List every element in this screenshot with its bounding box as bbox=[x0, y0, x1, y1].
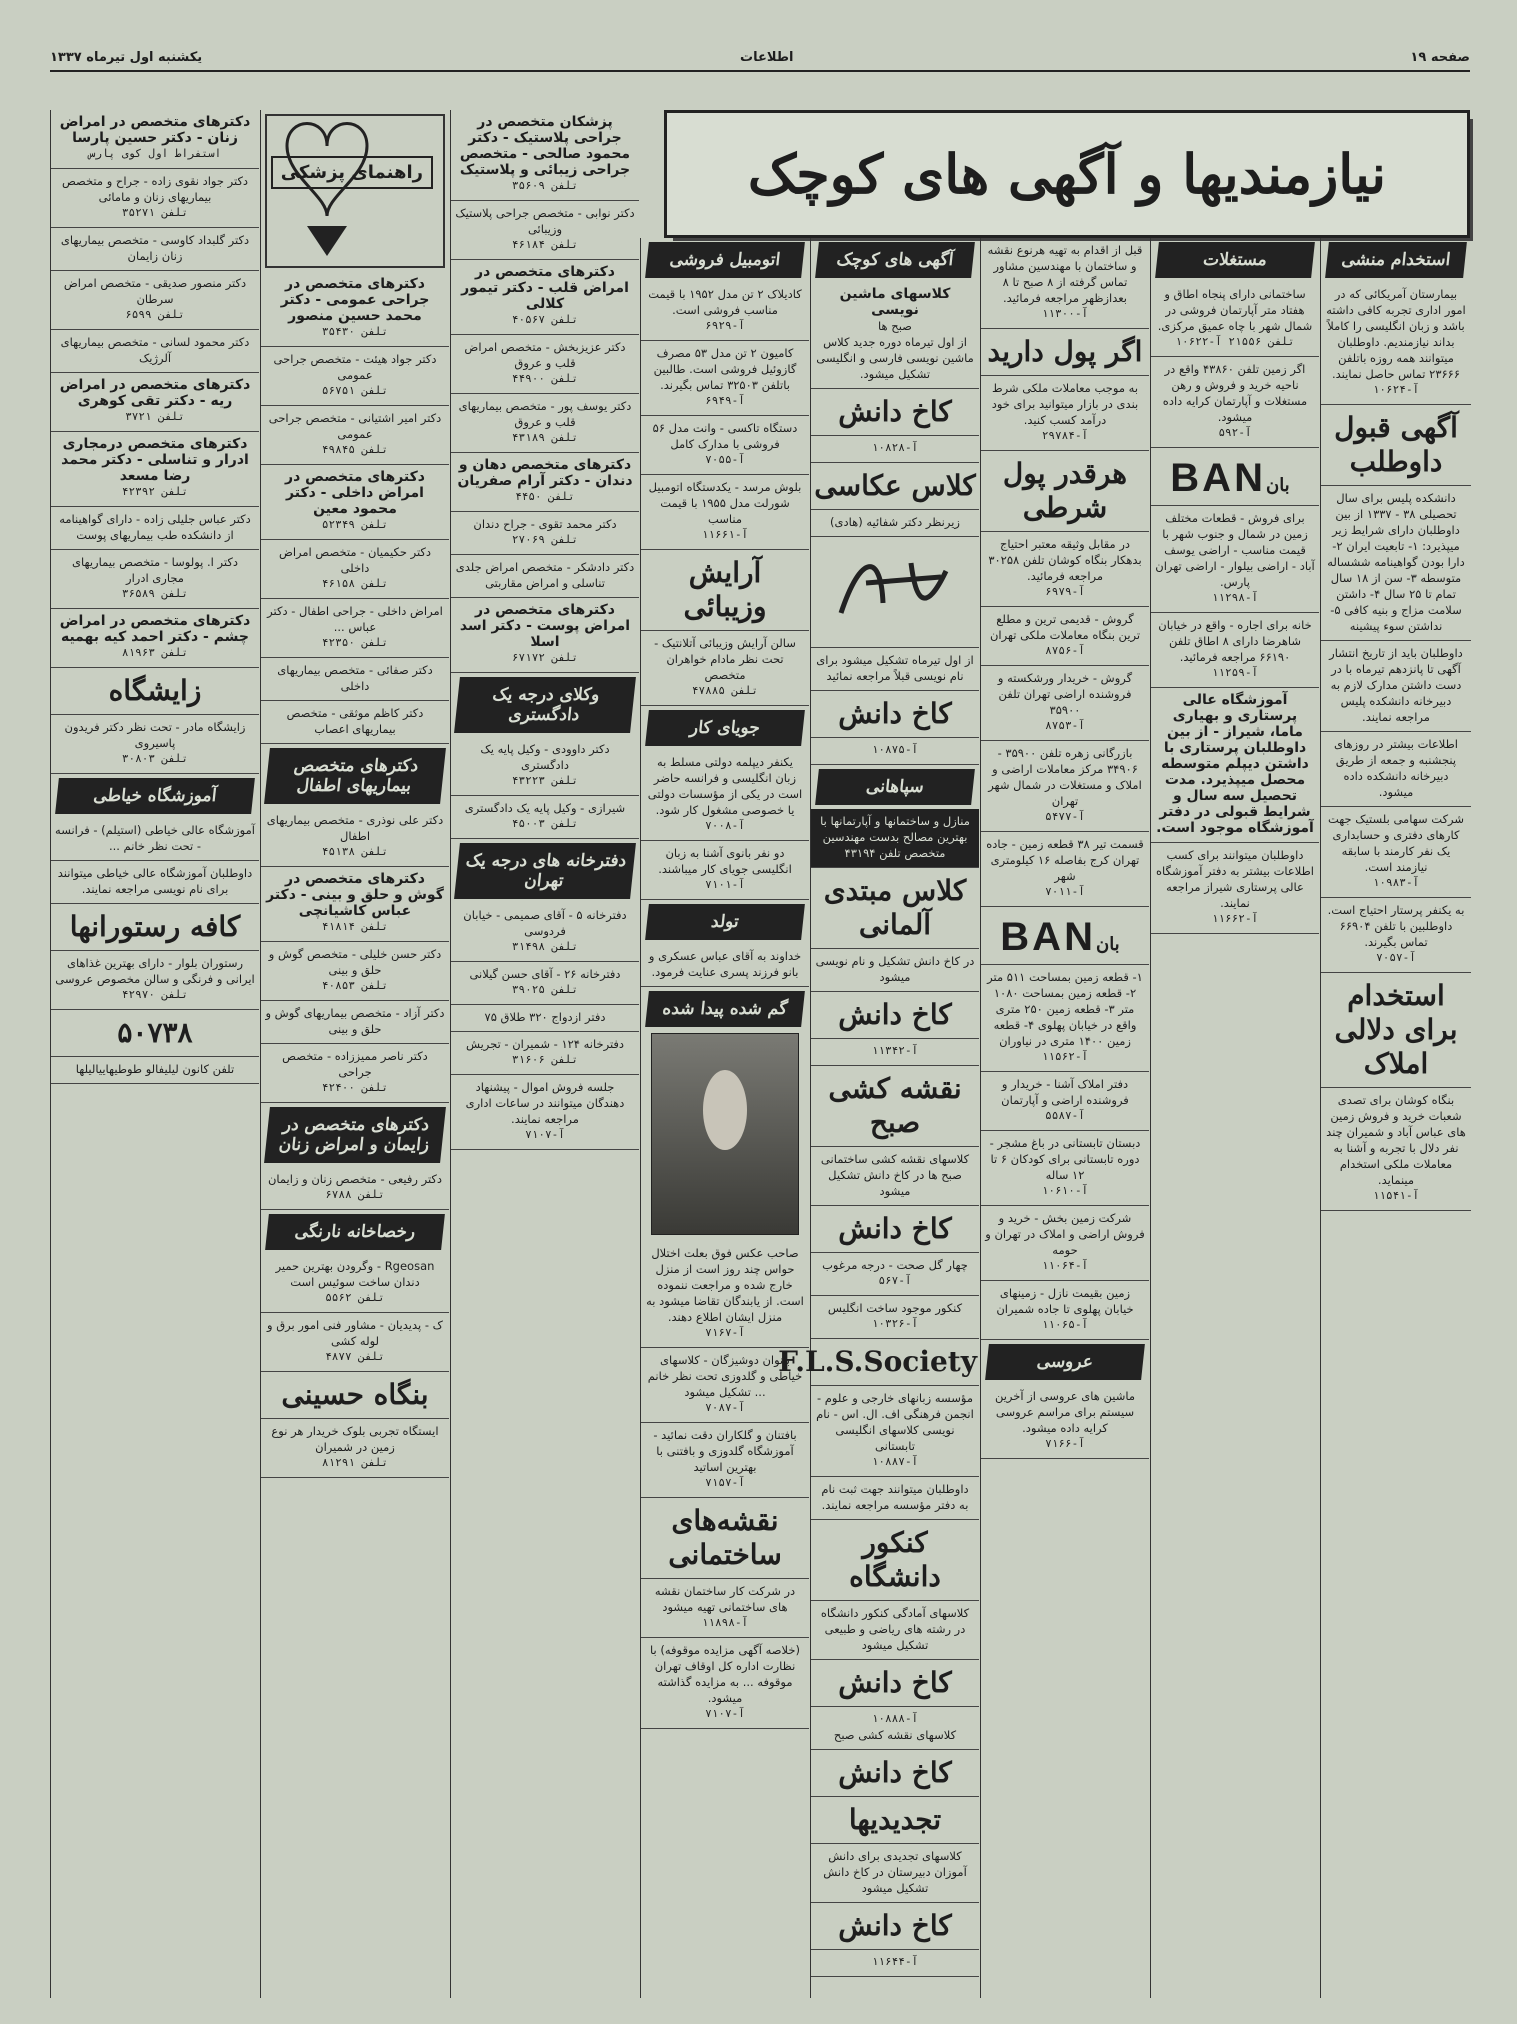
classified-ad: زیرنظر دکتر شفائیه (هادی) bbox=[811, 510, 979, 537]
ad-heading: اگر پول دارید bbox=[981, 329, 1149, 376]
classified-ad: دکتر جواد نقوی زاده - جراح و متخصص بیماریهای زنان و مامائی تلفن ۳۵۲۷۱ bbox=[51, 169, 259, 228]
classified-ad: جلسه فروش اموال - پیشنهاد دهندگان میتوانند در ساعات اداری مراجعه نمایند. آ-۷۱۰۷ bbox=[451, 1075, 639, 1150]
classified-ad: کلاسهای تجدیدی برای دانش آموزان دبیرستان در کاخ دانش تشکیل میشود bbox=[811, 1844, 979, 1903]
classified-ad: دانشکده پلیس برای سال تحصیلی ۳۸ - ۱۳۳۷ از بین داوطلبان دارای شرایط زیر میپذیرد: ۱- تابعیت ایران ۲- دارا بودن گواهینامه ششساله متوسطه ۳- سن از ۱۸ سال تمام تا ۲۵ سال ۴- داشتن سلامت مزاج و بنیه کافی ۵- نداشتن سوء پیشینه bbox=[1321, 486, 1471, 641]
classified-ad: ۱- قطعه زمین بمساحت ۵۱۱ متر ۲- قطعه زمین بمساحت ۱۰۸۰ متر ۳- قطعه زمین ۲۵۰ متری واقع در خیابان پهلوی ۴- قطعه زمین ۱۴۰۰ متری در نیاوران آ-۱۱۵۶۲ bbox=[981, 965, 1149, 1072]
classified-ad: دکترهای متخصص در امراض قلب - دکتر تیمور کلالی تلفن ۴۰۵۶۷ bbox=[451, 260, 639, 335]
classified-ad: در کاخ دانش تشکیل و نام نویسی میشود bbox=[811, 949, 979, 992]
classified-ad: سالن آرایش وزیبائی آتلانتیک - تحت نظر مادام خواهران متخصص تلفن ۴۷۸۸۵ bbox=[641, 631, 809, 706]
classified-ad: ساختمانی دارای پنجاه اطاق و هفتاد متر آپارتمان فروشی در شمال شهر با چاه عمیق مرکزی. تلفن ۲۱۵۵۶ آ-۱۰۶۲۲ bbox=[1151, 282, 1319, 357]
section-header: آموزشگاه خیاطی bbox=[55, 778, 255, 814]
header-date: یکشنبه اول تیرماه ۱۳۳۷ bbox=[50, 50, 203, 65]
classified-ad: کلاسهای آمادگی کنکور دانشگاه در رشته های ریاضی و طبیعی تشکیل میشود bbox=[811, 1601, 979, 1660]
classified-ad: قبل از اقدام به تهیه هرنوع نقشه و ساختمان با مهندسین مشاور تماس گرفته از ۸ صبح تا ۸ بعدازظهر مراجعه فرمائید. آ-۱۱۳۰۰ bbox=[981, 238, 1149, 329]
section-header: اتومبیل فروشی bbox=[645, 242, 805, 278]
ad-heading: نقشه کشی صبح bbox=[811, 1066, 979, 1147]
classified-ad: دکترهای متخصص دهان و دندان - دکتر آرام صفریان تلفن ۴۴۵۰ bbox=[451, 453, 639, 512]
classified-ad: دکتر ا. پولوسا - متخصص بیماریهای مجاری ادرار تلفن ۳۶۵۸۹ bbox=[51, 550, 259, 609]
ad-heading: کاخ دانش bbox=[811, 992, 979, 1039]
ad-heading: کلاس عکاسی bbox=[811, 463, 979, 510]
ad-heading: تجدیدیها bbox=[811, 1797, 979, 1844]
medical-guide-title: راهنمای پزشکی bbox=[271, 156, 433, 189]
ad-heading: کلاس مبتدی آلمانی bbox=[811, 868, 979, 949]
column-1 bbox=[1320, 238, 1471, 1998]
classified-ad: دکتر علی نوذری - متخصص بیماریهای اطفال تلفن ۴۵۱۳۸ bbox=[261, 808, 449, 867]
page-header bbox=[50, 48, 1470, 72]
classified-ad: دکترهای متخصص در امراض چشم - دکتر احمد کیه بهمیه تلفن ۸۱۹۶۳ bbox=[51, 609, 259, 668]
classified-ad: کادیلاک ۲ تن مدل ۱۹۵۲ با قیمت مناسب فروشی است. آ-۶۹۲۹ bbox=[641, 282, 809, 341]
masthead-title: نیازمندیها و آگهی های کوچک bbox=[747, 142, 1387, 206]
classified-ad: پزشکان متخصص در جراحی پلاستیک - دکتر محمود صالحی - متخصص جراحی زیبائی و پلاستیک تلفن ۳۵۶۰۹ bbox=[451, 110, 639, 201]
classified-ad: (خلاصه آگهی مزایده موقوفه) با نظارت اداره کل اوقاف تهران موقوفه ... به مزایده گذاشته میشود. آ-۷۱۰۷ bbox=[641, 1638, 809, 1729]
classified-ad: دفترخانه ۲۶ - آقای حسن گیلانی تلفن ۳۹۰۲۵ bbox=[451, 962, 639, 1005]
classified-ad: شرکت سهامی بلستیک جهت کارهای دفتری و حسابداری یک نفر کارمند با سابقه نیازمند است. آ-۱۰۹۸۳ bbox=[1321, 807, 1471, 898]
classified-ad: کامیون ۲ تن مدل ۵۳ مصرف گازوئیل فروشی است. طالبین باتلفن ۳۲۵۰۳ تماس بگیرند. آ-۶۹۴۹ bbox=[641, 341, 809, 416]
ban-logo: BANبان bbox=[981, 907, 1149, 965]
ad-heading: کافه رستورانها bbox=[51, 904, 259, 951]
newspaper-page bbox=[50, 48, 1470, 1998]
classified-ad: اطلاعات بیشتر در روزهای پنجشنبه و جمعه از طریق دبیرخانه دانشکده داده میشود. bbox=[1321, 732, 1471, 807]
classified-ad: مؤسسه زبانهای خارجی و علوم - انجمن فرهنگی اف. ال. اس - نام نویسی کلاسهای انگلیسی تابستانی آ-۱۰۸۸۷ bbox=[811, 1386, 979, 1477]
ad-heading: کاخ دانش bbox=[811, 1660, 979, 1707]
header-page-number: صفحه ۱۹ bbox=[1410, 50, 1470, 65]
classified-ad: دفتر ازدواج ۳۲۰ طلاق ۷۵ bbox=[451, 1005, 639, 1032]
ad-heading: زایشگاه bbox=[51, 668, 259, 715]
classified-ad: آ-۱۰۸۸۸ کلاسهای نقشه کشی صبح bbox=[811, 1707, 979, 1750]
classified-ad: کنکور موجود ساخت انگلیس آ-۱۰۳۲۶ bbox=[811, 1296, 979, 1339]
classified-ad: رستوران بلوار - دارای بهترین غذاهای ایرانی و فرنگی و سالن مخصوص عروسی تلفن ۴۲۹۷۰ bbox=[51, 951, 259, 1010]
ad-heading: نقشه‌های ساختمانی bbox=[641, 1498, 809, 1579]
classified-ad: دکترهای متخصص در جراحی عمومی - دکتر محمد حسین منصور تلفن ۳۵۴۳۰ bbox=[261, 272, 449, 347]
classified-ad: بیمارستان آمریکائی که در امور اداری تجربه کافی داشته باشد و زبان انگلیسی را کاملاً بداند نیازمندیم. داوطلبان میتوانند همه روزه باتلفن ۲۳۶۶۶ تماس حاصل نمایند. آ-۱۰۶۲۴ bbox=[1321, 282, 1471, 405]
classified-ad: زایشگاه مادر - تحت نظر دکتر فریدون پاسیروی تلفن ۳۰۸۰۳ bbox=[51, 715, 259, 774]
classified-ad: دکتر منصور صدیقی - متخصص امراض سرطان تلفن ۶۵۹۹ bbox=[51, 271, 259, 330]
ad-heading: کاخ دانش bbox=[811, 1750, 979, 1797]
ad-heading: F.L.S.Society bbox=[811, 1339, 979, 1386]
section-header: عروسی bbox=[985, 1344, 1145, 1380]
classified-ad: به یکنفر پرستار احتیاج است. داوطلبین با تلفن ۶۶۹۰۴ تماس بگیرند. آ-۷۰۵۷ bbox=[1321, 898, 1471, 973]
classified-ad: منازل و ساختمانها و آپارتمانها با بهترین مصالح بدست مهندسین متخصص تلفن ۴۳۱۹۴ bbox=[811, 809, 979, 868]
classified-ad: دکتر محمود لسانی - متخصص بیماریهای آلرژیک bbox=[51, 330, 259, 373]
ad-heading: کاخ دانش bbox=[811, 1206, 979, 1253]
hadi-signature bbox=[811, 537, 979, 648]
ad-heading: بنگاه حسینی bbox=[261, 1372, 449, 1419]
classified-ad: دکتر آزاد - متخصص بیماریهای گوش و حلق و بینی bbox=[261, 1001, 449, 1044]
classified-ad: دکتر داوودی - وکیل پایه یک دادگستری تلفن ۴۳۲۲۳ bbox=[451, 737, 639, 796]
classified-ad: آ-۱۱۳۴۲ bbox=[811, 1039, 979, 1066]
column-5 bbox=[640, 238, 809, 1998]
column-3 bbox=[980, 238, 1149, 1998]
section-header: سپاهانی bbox=[815, 769, 975, 805]
ad-heading: کاخ دانش bbox=[811, 389, 979, 436]
ad-heading: آگهی قبول داوطلب bbox=[1321, 405, 1471, 486]
classified-ad: آ-۱۰۸۷۵ bbox=[811, 738, 979, 765]
section-header: دکترهای متخصص در زایمان و امراض زنان bbox=[264, 1107, 446, 1163]
classified-ad: دکترهای متخصص درمجاری ادرار و تناسلی - دکتر محمد رضا مسعد تلفن ۴۲۳۹۲ bbox=[51, 432, 259, 507]
classified-ad: آموزشگاه عالی خیاطی (استیلم) - فرانسه - تحت نظر خانم ... bbox=[51, 818, 259, 861]
classified-ad: دستگاه تاکسی - وانت مدل ۵۶ فروشی با مدارک کامل آ-۷۰۵۵ bbox=[641, 416, 809, 475]
classified-ad: چهار گل صحت - درجه مرغوب آ-۵۶۷ bbox=[811, 1253, 979, 1296]
classified-ad: از اول تیرماه تشکیل میشود برای نام نویسی قبلاً مراجعه نمائید bbox=[811, 648, 979, 691]
classified-ad: بازرگانی زهره تلفن ۳۵۹۰۰ - ۳۴۹۰۶ مرکز معاملات اراضی و املاک و مستغلات در شمال شهر تهران آ-۵۴۷۷ bbox=[981, 741, 1149, 832]
classified-ad: شیرازی - وکیل پایه یک دادگستری تلفن ۴۵۰۰۳ bbox=[451, 796, 639, 839]
classified-ad: دکترهای متخصص در امراض داخلی - دکتر محمود معین تلفن ۵۲۳۴۹ bbox=[261, 465, 449, 540]
classified-ad: دکتر محمد تقوی - جراح دندان تلفن ۲۷۰۶۹ bbox=[451, 512, 639, 555]
classified-ad: دکتر کاظم موثقی - متخصص بیماریهای اعصاب bbox=[261, 701, 449, 744]
ad-heading: کنکور دانشگاه bbox=[811, 1520, 979, 1601]
masthead-banner bbox=[664, 110, 1470, 238]
classified-ad: داوطلبان آموزشگاه عالی خیاطی میتوانند برای نام نویسی مراجعه نمایند. bbox=[51, 861, 259, 904]
ad-heading: ۵۰۷۳۸ bbox=[51, 1010, 259, 1057]
classified-ad: گروش - خریدار ورشکسته و فروشنده اراضی تهران تلفن ۳۵۹۰۰ آ-۸۷۵۳ bbox=[981, 666, 1149, 741]
missing-person-photo bbox=[651, 1033, 799, 1235]
classified-ad: آموزشگاه عالی پرستاری و بهیاری ماما، شیراز - از بین داوطلبان پرستاری با داشتن دیپلم متوسطه محصل میپذیرد. مدت تحصیل سه سال و شرایط قبولی در دفتر آموزشگاه موجود است. bbox=[1151, 688, 1319, 843]
classified-ad: دکتر یوسف پور - متخصص بیماریهای قلب و عروق تلفن ۴۳۱۸۹ bbox=[451, 394, 639, 453]
header-paper-name: اطلاعات bbox=[740, 50, 794, 65]
ad-heading: کاخ دانش bbox=[811, 691, 979, 738]
classified-ad: قسمت تیر ۳۸ قطعه زمین - جاده تهران کرج بفاصله ۱۶ کیلومتری شهر آ-۷۰۱۱ bbox=[981, 832, 1149, 907]
section-header: آگهی های کوچک bbox=[815, 242, 975, 278]
section-header: دفترخانه های درجه یک تهران bbox=[454, 843, 636, 899]
section-header: مستغلات bbox=[1155, 242, 1315, 278]
classified-ad: دکتر عزیزبخش - متخصص امراض قلب و عروق تلفن ۴۴۹۰۰ bbox=[451, 335, 639, 394]
classified-ad: آ-۱۱۶۴۴ bbox=[811, 1950, 979, 1977]
classified-ad: برای فروش - قطعات مختلف زمین در شمال و جنوب شهر با قیمت مناسب - اراضی یوسف آباد - اراضی بیلوار - اراضی تهران پارس. آ-۱۱۲۹۸ bbox=[1151, 506, 1319, 613]
classified-ad: ک - پدیدیان - مشاور فنی امور برق و لوله کشی تلفن ۴۸۷۷ bbox=[261, 1313, 449, 1372]
classified-ad: دکترهای متخصص در امراض ریه - دکتر تقی کوهری تلفن ۳۷۲۱ bbox=[51, 373, 259, 432]
classified-ad: دکتر حسن خلیلی - متخصص گوش و حلق و بینی تلفن ۴۰۸۵۳ bbox=[261, 942, 449, 1001]
classified-ad: ماشین های عروسی از آخرین سیستم برای مراسم عروسی کرایه داده میشود. آ-۷۱۶۶ bbox=[981, 1384, 1149, 1459]
classified-ad: دکتر صفائی - متخصص بیماریهای داخلی bbox=[261, 658, 449, 701]
medical-guide-logo bbox=[265, 114, 445, 268]
classified-ad: اگر زمین تلفن ۴۳۸۶۰ واقع در ناحیه خرید و فروش و رهن مستغلات و آپارتمان کرایه داده میشود. آ-۵۹۲ bbox=[1151, 357, 1319, 448]
classified-ad: در مقابل وثیقه معتبر احتیاج بدهکار بنگاه کوشان تلفن ۳۰۲۵۸ مراجعه فرمائید. آ-۶۹۷۹ bbox=[981, 532, 1149, 607]
classified-ad: گروش - قدیمی ترین و مطلع ترین بنگاه معاملات ملکی تهران آ-۸۷۵۶ bbox=[981, 607, 1149, 666]
section-header: تولد bbox=[645, 904, 805, 940]
classified-ad: دکتر نوابی - متخصص جراحی پلاستیک وزیبائی تلفن ۴۶۱۸۴ bbox=[451, 201, 639, 260]
classified-ad: زمین بقیمت نازل - زمینهای خیابان پهلوی تا جاده شمیران آ-۱۱۰۶۵ bbox=[981, 1281, 1149, 1340]
classified-ad: آ-۱۰۸۲۸ bbox=[811, 436, 979, 463]
classified-ad: یکنفر دیپلمه دولتی مسلط به زبان انگلیسی و فرانسه حاضر است در یکی از مؤسسات دولتی یا خصوصی مشغول کار شود. آ-۷۰۰۸ bbox=[641, 750, 809, 841]
ban-logo: BANبان bbox=[1151, 448, 1319, 506]
column-6 bbox=[450, 110, 639, 1998]
column-4 bbox=[778, 238, 979, 1998]
classified-ad: داوطلبان میتوانند جهت ثبت نام به دفتر مؤسسه مراجعه نمایند. bbox=[811, 1477, 979, 1520]
classified-ad: کلاسهای نقشه کشی ساختمانی صبح ها در کاخ دانش تشکیل میشود bbox=[811, 1147, 979, 1206]
classified-ad: دکترهای متخصص در امراض زنان - دکتر حسین پارسا استفراط اول کوی پارس bbox=[51, 110, 259, 169]
classified-ad: دکتر ناصر ممیززاده - متخصص جراحی تلفن ۴۲۴۰۰ bbox=[261, 1044, 449, 1103]
classified-ad: در شرکت کار ساختمان نقشه های ساختمانی تهیه میشود آ-۱۱۸۹۸ bbox=[641, 1579, 809, 1638]
section-header: دکترهای متخصص بیماریهای اطفال bbox=[264, 748, 446, 804]
classified-ad: بانوان دوشیزگان - کلاسهای خیاطی و گلدوزی تحت نظر خانم ... تشکیل میشود آ-۷۰۸۷ bbox=[641, 1348, 809, 1423]
classified-ad: صاحب عکس فوق بعلت اختلال حواس چند روز است از منزل خارج شده و مراجعت ننموده است. از یابندگان تقاضا میشود به منزل ایشان اطلاع دهند. آ-۷۱۶۷ bbox=[641, 1241, 809, 1348]
column-7 bbox=[260, 110, 449, 1998]
classified-ad: دکتر جواد هیئت - متخصص جراحی عمومی تلفن ۵۶۷۵۱ bbox=[261, 347, 449, 406]
classified-ad: دکتر گلبداد کاوسی - متخصص بیماریهای زنان زایمان bbox=[51, 228, 259, 271]
section-header: رخصاخانه نارنگی bbox=[265, 1214, 445, 1250]
classified-ad: دفتر املاک آشنا - خریدار و فروشنده اراضی و آپارتمان آ-۵۵۸۷ bbox=[981, 1072, 1149, 1131]
classified-ad: شرکت زمین بخش - خرید و فروش اراضی و املاک در تهران و حومه آ-۱۱۰۶۴ bbox=[981, 1206, 1149, 1281]
classified-ad: خانه برای اجاره - واقع در خیابان شاهرضا دارای ۸ اطاق تلفن ۶۶۱۹۰ مراجعه فرمائید. آ-۱۱۲۵۹ bbox=[1151, 613, 1319, 688]
classified-ad: داوطلبان میتوانند برای کسب اطلاعات بیشتر به دفتر آموزشگاه عالی پرستاری شیراز مراجعه نمایند. آ-۱۱۶۶۲ bbox=[1151, 843, 1319, 934]
hourglass-heart-icon bbox=[267, 116, 447, 262]
classified-ad: دفترخانه ۵ - آقای صمیمی - خیابان فردوسی تلفن ۳۱۴۹۸ bbox=[451, 903, 639, 962]
ad-heading: هرقدر پول شرطی bbox=[981, 451, 1149, 532]
column-8 bbox=[50, 110, 259, 1998]
classified-ad: بنگاه کوشان برای تصدی شعبات خرید و فروش زمین های عباس آباد و شمیران چند نفر دلال با تجربه و آشنا به معاملات ملکی استخدام مینماید. آ-۱۱۵۴۱ bbox=[1321, 1088, 1471, 1211]
column-2 bbox=[1150, 238, 1319, 1998]
classified-ad: به موجب معاملات ملکی شرط بندی در بازار میتوانید برای خود درآمد کسب کنید. آ-۲۹۷۸۴ bbox=[981, 376, 1149, 451]
classified-ad: کلاسهای ماشین نویسی صبح ها از اول تیرماه دوره جدید کلاس ماشین نویسی فارسی و انگلیسی تشکیل میشود. bbox=[811, 282, 979, 389]
section-header: جویای کار bbox=[645, 710, 805, 746]
section-header: گم شده پیدا شده bbox=[645, 991, 805, 1027]
classified-ad: خداوند به آقای عباس عسکری و بانو فرزند پسری عنایت فرمود. bbox=[641, 944, 809, 987]
classified-ad: دکترهای متخصص در امراض پوست - دکتر اسد اسلا تلفن ۶۷۱۷۲ bbox=[451, 598, 639, 673]
ad-heading: استخدام برای دلالی املاک bbox=[1321, 973, 1471, 1088]
classified-ad: بلوش مرسد - یکدستگاه اتومبیل شورلت مدل ۱۹۵۵ با قیمت مناسب آ-۱۱۶۶۱ bbox=[641, 475, 809, 550]
classified-ad: تلفن کانون لیلیفالو طوطیهاییالیلها bbox=[51, 1057, 259, 1084]
classified-ad: دو نفر بانوی آشنا به زبان انگلیسی جویای کار میباشند. آ-۷۱۰۱ bbox=[641, 841, 809, 900]
classified-ad: بافتنان و گلکاران دقت نمائید - آموزشگاه گلدوزی و بافتنی با بهترین اساتید آ-۷۱۵۷ bbox=[641, 1423, 809, 1498]
classified-ad: Rgeosan - وگرودن بهترین حمیر دندان ساخت سوئیس است تلفن ۵۵۶۲ bbox=[261, 1254, 449, 1313]
classified-ad: داوطلبان باید از تاریخ انتشار آگهی تا پانزدهم تیرماه با در دست داشتن مدارک لازم به دبیرخانه دانشکده پلیس مراجعه نمایند. bbox=[1321, 641, 1471, 732]
classified-ad: دکتر رفیعی - متخصص زنان و زایمان تلفن ۶۷۸۸ bbox=[261, 1167, 449, 1210]
classified-ad: دفترخانه ۱۲۴ - شمیران - تجریش تلفن ۳۱۶۰۶ bbox=[451, 1032, 639, 1075]
classified-ad: امراض داخلی - جراحی اطفال - دکتر عباس ... تلفن ۴۲۳۵۰ bbox=[261, 599, 449, 658]
section-header: استخدام منشی bbox=[1325, 242, 1467, 278]
classified-ad: دکتر دادشکر - متخصص امراض جلدی تناسلی و امراض مقاربتی bbox=[451, 555, 639, 598]
ad-heading: آرایش وزیبائی bbox=[641, 550, 809, 631]
ad-heading: کاخ دانش bbox=[811, 1903, 979, 1950]
classified-ad: دکتر امیر اشتیانی - متخصص جراحی عمومی تلفن ۴۹۸۴۵ bbox=[261, 406, 449, 465]
classified-ad: ایستگاه تجربی بلوک خریدار هر نوع زمین در شمیران تلفن ۸۱۲۹۱ bbox=[261, 1419, 449, 1478]
classified-ad: دکتر عباس جلیلی زاده - دارای گواهینامه از دانشکده طب بیماریهای پوست bbox=[51, 507, 259, 550]
classified-ad: دبستان تابستانی در باغ مشجر - دوره تابستانی برای کودکان ۶ تا ۱۲ ساله آ-۱۰۶۱۰ bbox=[981, 1131, 1149, 1206]
classified-ad: دکترهای متخصص در گوش و حلق و بینی - دکتر عباس کاشیانچی تلفن ۴۱۸۱۴ bbox=[261, 867, 449, 942]
section-header: وکلای درجه یک دادگستری bbox=[454, 677, 636, 733]
classified-ad: دکتر حکیمیان - متخصص امراض داخلی تلفن ۴۶۱۵۸ bbox=[261, 540, 449, 599]
